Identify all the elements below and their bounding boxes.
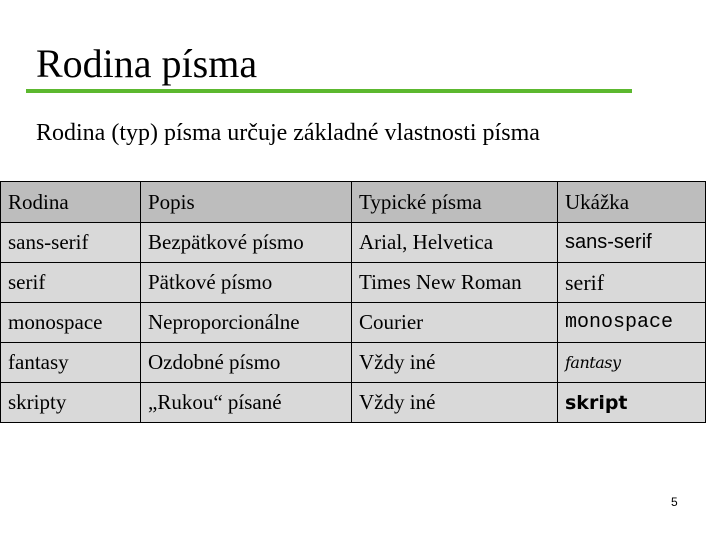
typical-fonts-cell: Times New Roman — [352, 263, 558, 303]
family-cell: skripty — [1, 383, 141, 423]
page-number: 5 — [671, 495, 678, 509]
column-header-description: Popis — [141, 182, 352, 223]
typical-fonts-cell: Arial, Helvetica — [352, 223, 558, 263]
description-cell: Pätkové písmo — [141, 263, 352, 303]
sample-cell: skript — [558, 383, 706, 423]
family-cell: sans-serif — [1, 223, 141, 263]
slide-subtitle: Rodina (typ) písma určuje základné vlastnosti písma — [36, 120, 540, 146]
table-header-row — [1, 182, 706, 223]
column-header-typical-fonts: Typické písma — [352, 182, 558, 223]
family-cell: fantasy — [1, 343, 141, 383]
family-cell: monospace — [1, 303, 141, 343]
font-family-table — [0, 181, 706, 423]
typical-fonts-cell: Courier — [352, 303, 558, 343]
table-row — [1, 343, 706, 383]
typical-fonts-cell: Vždy iné — [352, 343, 558, 383]
table-row — [1, 263, 706, 303]
table-row — [1, 383, 706, 423]
slide-title: Rodina písma — [36, 41, 258, 86]
title-underline — [26, 89, 632, 93]
description-cell: Neproporcionálne — [141, 303, 352, 343]
sample-cell: fantasy — [558, 343, 706, 383]
column-header-sample: Ukážka — [558, 182, 706, 223]
sample-cell: serif — [558, 263, 706, 303]
family-cell: serif — [1, 263, 141, 303]
sample-cell: sans-serif — [558, 223, 706, 263]
column-header-family: Rodina — [1, 182, 141, 223]
description-cell: Ozdobné písmo — [141, 343, 352, 383]
typical-fonts-cell: Vždy iné — [352, 383, 558, 423]
description-cell: „Rukou“ písané — [141, 383, 352, 423]
sample-cell: monospace — [558, 303, 706, 343]
table-row — [1, 303, 706, 343]
description-cell: Bezpätkové písmo — [141, 223, 352, 263]
table-row — [1, 223, 706, 263]
